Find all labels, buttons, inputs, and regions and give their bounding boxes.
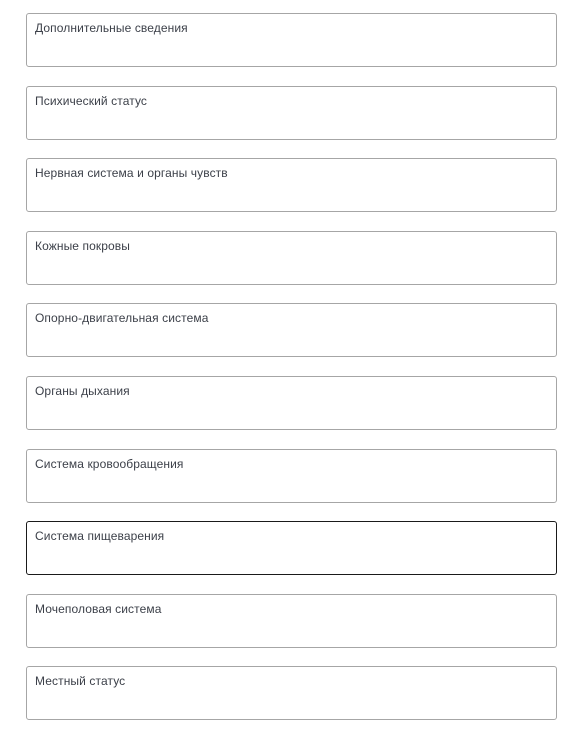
respiratory-input[interactable] [35,401,548,425]
circulatory-input[interactable] [35,474,548,498]
field-label: Кожные покровы [35,238,130,253]
field-label: Дополнительные сведения [35,21,188,35]
field-mental-status[interactable] [26,86,557,140]
field-label: Система пищеварения [35,529,165,544]
field-label: Система кровообращения [35,456,184,471]
field-local-status[interactable] [26,666,557,720]
field-nervous-system[interactable] [26,158,557,212]
exam-form [26,13,557,739]
skin-input[interactable] [35,256,548,280]
mental-status-input[interactable] [35,111,548,135]
local-status-input[interactable] [35,691,548,715]
musculoskeletal-input[interactable] [35,328,548,352]
genitourinary-input[interactable] [35,619,548,643]
nervous-system-input[interactable] [35,183,548,207]
field-digestive[interactable] [26,521,557,575]
digestive-input[interactable] [35,546,548,570]
field-skin[interactable] [26,231,557,285]
field-respiratory[interactable] [26,376,557,430]
field-musculoskeletal[interactable] [26,303,557,357]
field-label: Органы дыхания [35,383,130,398]
field-circulatory[interactable] [26,449,557,503]
field-label: Нервная система и органы чувств [35,166,228,181]
field-genitourinary[interactable] [26,594,557,648]
field-label: Опорно-двигательная система [35,311,209,326]
field-additional-info[interactable] [26,13,557,67]
field-label: Психический статус [35,93,148,108]
field-label: Местный статус [35,674,126,689]
field-label: Мочеполовая система [35,601,162,616]
additional-info-input[interactable] [35,38,548,62]
